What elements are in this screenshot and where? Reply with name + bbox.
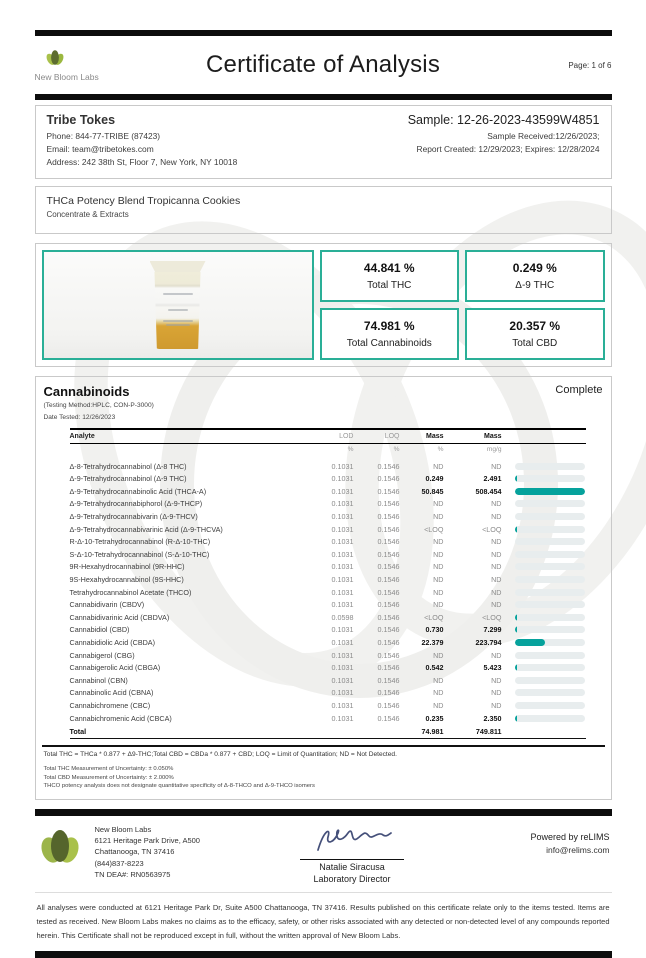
bottom-rule xyxy=(35,951,612,958)
table-row xyxy=(70,498,586,511)
mass-pct-value: ND xyxy=(433,650,444,660)
bar-track xyxy=(515,576,585,583)
mass-mgg-value: ND xyxy=(491,537,502,547)
footer-leaf-logo-icon xyxy=(37,824,95,871)
analyte-name: Δ-8-Tetrahydrocannabinol (Δ-8 THC) xyxy=(69,461,187,471)
lod-value: 0.1031 xyxy=(331,688,354,698)
footer-lab-phone: (844)837-8223 xyxy=(94,858,144,868)
powered-by: Powered by reLIMS xyxy=(530,831,610,842)
report-dates: Report Created: 12/29/2023; Expires: 12/28/2024 xyxy=(416,144,600,155)
loq-value: 0.1546 xyxy=(377,612,400,622)
mass-pct-value: ND xyxy=(433,675,444,685)
cannabinoids-header xyxy=(42,384,605,399)
total-mass-mgg: 749.811 xyxy=(475,726,502,736)
table-row xyxy=(70,624,586,637)
client-info xyxy=(47,113,408,169)
analyte-name: Δ-9-Tetrahydrocannabivarin (Δ-9-THCV) xyxy=(69,512,198,521)
lod-value: 0.1031 xyxy=(331,562,354,572)
loq-value: 0.1546 xyxy=(377,688,400,698)
bar-fill xyxy=(515,614,517,621)
loq-value: 0.1546 xyxy=(377,549,400,559)
footer-lab-name: New Bloom Labs xyxy=(94,824,152,834)
mass-bar-cell xyxy=(502,601,586,608)
lod-value: 0.1031 xyxy=(331,700,354,710)
lod-value: 0.1031 xyxy=(331,474,354,484)
summary-cards xyxy=(320,250,605,360)
analyte-name: Cannabidivarin (CBDV) xyxy=(69,600,145,610)
bar-fill xyxy=(515,526,517,533)
total-cbd-card xyxy=(465,308,605,360)
mass-mgg-value: <LOQ xyxy=(482,612,502,622)
mass-mgg-value: 5.423 xyxy=(483,663,502,673)
mass-pct-value: ND xyxy=(433,537,444,547)
mass-pct-value: 22.379 xyxy=(421,637,444,647)
bar-track xyxy=(515,715,585,722)
mass-mgg-value: 508.454 xyxy=(475,486,502,496)
mass-bar-cell xyxy=(502,526,586,533)
bar-track xyxy=(515,664,585,671)
client-sample-box xyxy=(35,105,612,179)
mass-pct-value: <LOQ xyxy=(424,524,444,534)
lod-value: 0.1031 xyxy=(331,574,354,584)
table-row xyxy=(70,535,586,548)
analyte-name: Cannabidiol (CBD) xyxy=(69,625,130,635)
footer-lab-address1: 6121 Heritage Park Drive, A500 xyxy=(94,836,200,846)
table-row xyxy=(70,636,586,649)
mass-pct-value: 0.730 xyxy=(425,625,444,635)
table-row xyxy=(70,485,586,498)
sample-id: Sample: 12-26-2023-43599W4851 xyxy=(407,113,600,127)
analyte-name: Δ-9-Tetrahydrocannabinol (Δ-9 THC) xyxy=(69,474,187,484)
lod-value: 0.1031 xyxy=(331,600,354,610)
page-number: Page: 1 of 6 xyxy=(568,60,612,70)
mass-pct-value: ND xyxy=(433,512,444,521)
analyte-name: S-Δ-10-Tetrahydrocannabinol (S-Δ-10-THC) xyxy=(69,549,210,559)
mass-bar-cell xyxy=(502,500,586,507)
loq-value: 0.1546 xyxy=(377,637,400,647)
analyte-name: Cannabigerol (CBG) xyxy=(69,650,135,660)
mass-mgg-value: ND xyxy=(491,562,502,572)
product-box xyxy=(35,186,612,234)
footer-rule xyxy=(35,809,612,816)
mass-mgg-value: ND xyxy=(491,587,502,597)
mass-bar-cell xyxy=(502,488,586,495)
mass-pct-value: 0.542 xyxy=(425,663,444,673)
bar-track xyxy=(515,589,585,596)
sample-received: Sample Received:12/26/2023; xyxy=(487,131,600,141)
loq-value: 0.1546 xyxy=(377,537,400,547)
disclaimer-text: All analyses were conducted at 6121 Heritage Park Dr, Suite A500 Chattanooga, TN 37416. Results published on this certificate relate only to the items tested. Items are tested as received. New Bloom Labs makes no claims as to the efficacy, safety, or other risks associated with any detected or non-detected level of any compounds reported herein. This Certificate shall not be reproduced except in full, without the written approval of New Bloom Labs. xyxy=(36,902,610,940)
mass-mgg-value: ND xyxy=(491,688,502,698)
lod-value: 0.1031 xyxy=(331,499,354,509)
signer-name: Natalie Siracusa xyxy=(319,861,385,872)
bar-track xyxy=(515,677,585,684)
bar-track xyxy=(515,475,585,482)
col-mass-mgg: Mass xyxy=(483,432,502,440)
footer-lab-dea: TN DEA#: RN0563975 xyxy=(94,869,171,879)
bar-fill xyxy=(515,475,517,482)
mass-mgg-value: ND xyxy=(491,675,502,685)
loq-value: 0.1546 xyxy=(377,562,400,572)
mass-bar-cell xyxy=(502,715,586,722)
mass-bar-cell xyxy=(502,538,586,545)
date-tested: Date Tested: 12/26/2023 xyxy=(43,413,116,421)
total-thc-value: 44.841 % xyxy=(363,261,415,276)
mass-mgg-value: <LOQ xyxy=(482,524,502,534)
analyte-name: Δ-9-Tetrahydrocannabinolic Acid (THCA-A) xyxy=(69,486,207,496)
status-label: Complete xyxy=(555,384,603,397)
analyte-name: Cannabidivarinic Acid (CBDVA) xyxy=(69,612,170,622)
total-thc-label: Total THC xyxy=(367,280,412,292)
mass-bar-cell xyxy=(502,475,586,482)
analyte-name: 9R-Hexahydrocannabinol (9R-HHC) xyxy=(69,562,185,572)
analyte-name: 9S-Hexahydrocannabinol (9S-HHC) xyxy=(69,574,184,584)
sample-info xyxy=(408,113,600,169)
analyte-name: Cannabichromenic Acid (CBCA) xyxy=(69,713,172,723)
mass-bar-cell xyxy=(502,626,586,633)
mass-mgg-value: ND xyxy=(491,700,502,710)
d9-thc-card xyxy=(465,250,605,302)
lod-value: 0.1031 xyxy=(331,625,354,635)
mass-pct-value: 0.249 xyxy=(425,474,444,484)
analyte-name: Cannabinolic Acid (CBNA) xyxy=(69,688,154,698)
col-loq: LOQ xyxy=(384,432,400,440)
lod-value: 0.1031 xyxy=(331,675,354,685)
analyte-name: Δ-9-Tetrahydrocannabivarinic Acid (Δ-9-THCVA) xyxy=(69,524,223,534)
loq-value: 0.1546 xyxy=(377,474,400,484)
unit-loq: % xyxy=(393,446,400,454)
total-thc-card xyxy=(320,250,460,302)
table-row xyxy=(70,573,586,586)
footer xyxy=(35,816,612,890)
client-email: Email: team@tribetokes.com xyxy=(46,144,154,155)
lab-name: New Bloom Labs xyxy=(34,71,99,82)
table-row xyxy=(70,523,586,536)
leaf-logo-icon xyxy=(43,49,155,71)
unit-lod: % xyxy=(347,446,354,454)
analyte-table xyxy=(70,428,586,739)
report-header xyxy=(35,36,612,94)
cannabinoids-panel xyxy=(35,376,612,800)
report-title: Certificate of Analysis xyxy=(205,51,441,78)
analyte-name: Cannabigerolic Acid (CBGA) xyxy=(69,663,161,673)
lab-logo-block xyxy=(35,49,155,82)
table-row xyxy=(70,712,586,725)
bar-track xyxy=(515,538,585,545)
sample-vial-image xyxy=(150,261,206,349)
mass-bar-cell xyxy=(502,614,586,621)
loq-value: 0.1546 xyxy=(377,512,400,521)
bar-track xyxy=(515,526,585,533)
bar-track xyxy=(515,626,585,633)
col-mass-pct: Mass xyxy=(425,432,444,440)
loq-value: 0.1546 xyxy=(377,700,400,710)
certificate-page xyxy=(35,0,612,958)
client-phone: Phone: 844-77-TRIBE (87423) xyxy=(46,131,161,141)
mass-pct-value: ND xyxy=(433,574,444,584)
bar-track xyxy=(515,601,585,608)
table-header xyxy=(70,428,586,444)
unit-mass-mgg: mg/g xyxy=(486,446,502,454)
bar-track xyxy=(515,614,585,621)
bar-fill xyxy=(515,715,517,722)
uncertainty-notes xyxy=(42,758,605,793)
mass-pct-value: 50.845 xyxy=(421,486,444,496)
col-lod: LOD xyxy=(339,432,354,440)
loq-value: 0.1546 xyxy=(377,486,400,496)
product-name: THCa Potency Blend Tropicanna Cookies xyxy=(46,195,241,208)
section-title: Cannabinoids xyxy=(43,384,130,400)
note-thc-uncertainty: Total THC Measurement of Uncertainty: ± 0.050% xyxy=(43,766,174,773)
mass-bar-cell xyxy=(502,551,586,558)
bar-track xyxy=(515,500,585,507)
table-row xyxy=(70,674,586,687)
mass-bar-cell xyxy=(502,639,586,646)
mass-pct-value: ND xyxy=(433,461,444,471)
loq-value: 0.1546 xyxy=(377,587,400,597)
bar-track xyxy=(515,488,585,495)
table-row xyxy=(70,548,586,561)
table-row xyxy=(70,598,586,611)
bar-track xyxy=(515,652,585,659)
mass-mgg-value: ND xyxy=(491,549,502,559)
loq-value: 0.1546 xyxy=(377,524,400,534)
lod-value: 0.1031 xyxy=(331,713,354,723)
lod-value: 0.0598 xyxy=(331,612,354,622)
analyte-name: R-Δ-10-Tetrahydrocannabinol (R-Δ-10-THC) xyxy=(69,537,211,547)
signature-block xyxy=(267,824,437,884)
analyte-name: Δ-9-Tetrahydrocannabiphorol (Δ-9-THCP) xyxy=(69,499,203,509)
signature-image xyxy=(300,824,404,860)
mass-bar-cell xyxy=(502,513,586,520)
mass-mgg-value: 7.299 xyxy=(483,625,502,635)
table-units-row xyxy=(70,444,586,456)
bar-track xyxy=(515,551,585,558)
total-cannabinoids-card xyxy=(320,308,460,360)
bar-track xyxy=(515,639,585,646)
lod-value: 0.1031 xyxy=(331,650,354,660)
client-name: Tribe Tokes xyxy=(46,113,116,127)
loq-value: 0.1546 xyxy=(377,675,400,685)
mass-bar-cell xyxy=(502,702,586,709)
testing-method: (Testing Method:HPLC, CON-P-3000) xyxy=(43,402,154,410)
lod-value: 0.1031 xyxy=(331,461,354,471)
loq-value: 0.1546 xyxy=(377,650,400,660)
mass-pct-value: ND xyxy=(433,700,444,710)
mass-bar-cell xyxy=(502,576,586,583)
unit-mass-pct: % xyxy=(437,446,444,454)
mass-pct-value: ND xyxy=(433,499,444,509)
bar-fill xyxy=(515,664,517,671)
table-row xyxy=(70,649,586,662)
loq-value: 0.1546 xyxy=(377,574,400,584)
mass-mgg-value: ND xyxy=(491,650,502,660)
mass-mgg-value: 2.491 xyxy=(483,474,502,484)
total-mass-pct: 74.981 xyxy=(421,726,444,736)
client-address: Address: 242 38th St, Floor 7, New York, NY 10018 xyxy=(46,157,238,168)
bar-fill xyxy=(515,639,546,646)
table-row xyxy=(70,460,586,473)
calculation-footnote: Total THC = THCa * 0.877 + Δ9-THC;Total CBD = CBDa * 0.877 + CBD; LOQ = Limit of Quantitation; ND = Not Detected. xyxy=(43,751,397,759)
mass-mgg-value: ND xyxy=(491,600,502,610)
mass-bar-cell xyxy=(502,689,586,696)
mass-pct-value: <LOQ xyxy=(424,612,444,622)
table-row xyxy=(70,661,586,674)
lod-value: 0.1031 xyxy=(331,549,354,559)
sample-photo-frame xyxy=(42,250,314,360)
table-row xyxy=(70,561,586,574)
lod-value: 0.1031 xyxy=(331,524,354,534)
lod-value: 0.1031 xyxy=(331,537,354,547)
loq-value: 0.1546 xyxy=(377,461,400,471)
mass-mgg-value: 223.794 xyxy=(475,637,502,647)
product-category: Concentrate & Extracts xyxy=(46,210,129,220)
mass-bar-cell xyxy=(502,652,586,659)
mass-pct-value: ND xyxy=(433,600,444,610)
analyte-name: Cannabinol (CBN) xyxy=(69,675,128,685)
table-row xyxy=(70,586,586,599)
lod-value: 0.1031 xyxy=(331,587,354,597)
table-row xyxy=(70,611,586,624)
bar-fill xyxy=(515,488,585,495)
mass-pct-value: ND xyxy=(433,562,444,572)
mass-bar-cell xyxy=(502,463,586,470)
mass-bar-cell xyxy=(502,664,586,671)
lod-value: 0.1031 xyxy=(331,486,354,496)
note-cbd-uncertainty: Total CBD Measurement of Uncertainty: ± 2.000% xyxy=(43,774,174,781)
d9-thc-value: 0.249 % xyxy=(512,261,557,276)
relims-email: info@relims.com xyxy=(546,844,610,855)
loq-value: 0.1546 xyxy=(377,663,400,673)
table-row xyxy=(70,699,586,712)
header-rule xyxy=(35,94,612,100)
footer-lab-address2: Chattanooga, TN 37416 xyxy=(94,847,175,857)
mass-mgg-value: 2.350 xyxy=(483,713,502,723)
summary-section xyxy=(35,243,612,367)
mass-pct-value: ND xyxy=(433,688,444,698)
analyte-name: Cannabichromene (CBC) xyxy=(69,700,151,710)
sample-photo xyxy=(44,252,312,358)
loq-value: 0.1546 xyxy=(377,713,400,723)
loq-value: 0.1546 xyxy=(377,625,400,635)
d9-thc-label: Δ-9 THC xyxy=(515,280,555,292)
bar-fill xyxy=(515,626,517,633)
bar-track xyxy=(515,702,585,709)
total-cannabinoids-label: Total Cannabinoids xyxy=(346,338,432,350)
total-label: Total xyxy=(69,726,87,736)
powered-by-block xyxy=(437,824,610,855)
loq-value: 0.1546 xyxy=(377,600,400,610)
bar-track xyxy=(515,689,585,696)
signer-title: Laboratory Director xyxy=(313,873,391,884)
mass-mgg-value: ND xyxy=(491,574,502,584)
total-cbd-value: 20.357 % xyxy=(509,319,561,334)
analyte-rows xyxy=(70,460,586,724)
loq-value: 0.1546 xyxy=(377,499,400,509)
mass-pct-value: 0.235 xyxy=(425,713,444,723)
mass-bar-cell xyxy=(502,563,586,570)
total-row xyxy=(70,724,586,739)
mass-bar-cell xyxy=(502,589,586,596)
mass-mgg-value: ND xyxy=(491,499,502,509)
bar-track xyxy=(515,463,585,470)
table-row xyxy=(70,472,586,485)
lod-value: 0.1031 xyxy=(331,637,354,647)
mass-pct-value: ND xyxy=(433,587,444,597)
mass-mgg-value: ND xyxy=(491,512,502,521)
total-cannabinoids-value: 74.981 % xyxy=(363,319,415,334)
note-thco: THCO potency analysis does not designate quantitative specificity of Δ-8-THCO and Δ-9-THCO isomers xyxy=(43,783,315,790)
analyte-name: Tetrahydrocannabinol Acetate (THCO) xyxy=(69,587,192,597)
table-row xyxy=(70,510,586,523)
col-analyte: Analyte xyxy=(69,432,95,440)
mass-bar-cell xyxy=(502,677,586,684)
total-cbd-label: Total CBD xyxy=(512,338,558,350)
lab-contact-block xyxy=(95,824,268,880)
lod-value: 0.1031 xyxy=(331,663,354,673)
bar-track xyxy=(515,563,585,570)
lod-value: 0.1031 xyxy=(331,512,354,521)
bar-track xyxy=(515,513,585,520)
mass-pct-value: ND xyxy=(433,549,444,559)
mass-mgg-value: ND xyxy=(491,461,502,471)
analyte-name: Cannabidiolic Acid (CBDA) xyxy=(69,637,155,647)
table-row xyxy=(70,687,586,700)
